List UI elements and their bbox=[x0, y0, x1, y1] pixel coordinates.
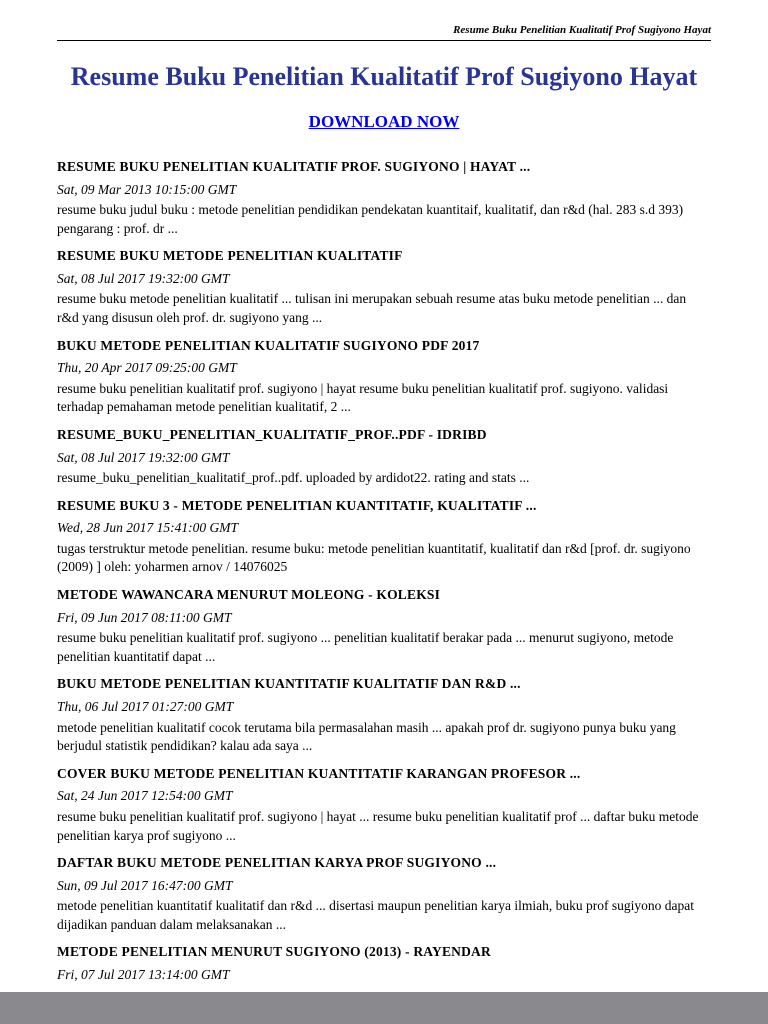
result-heading: METODE WAWANCARA MENURUT MOLEONG - KOLEKSI bbox=[57, 587, 441, 603]
result-heading: COVER BUKU METODE PENELITIAN KUANTITATIF KARANGAN PROFESOR ... bbox=[57, 765, 581, 781]
result-item bbox=[57, 854, 711, 934]
results-list bbox=[57, 158, 711, 984]
result-heading: BUKU METODE PENELITIAN KUALITATIF SUGIYONO PDF 2017 bbox=[57, 337, 480, 353]
result-date: Thu, 06 Jul 2017 01:27:00 GMT bbox=[57, 698, 234, 714]
result-snippet: resume buku penelitian kualitatif prof. sugiyono | hayat ... resume buku penelitian kualitatif prof ... daftar buku metode penelitian karya prof sugiyono ... bbox=[57, 808, 699, 843]
result-item bbox=[57, 247, 711, 327]
result-heading: RESUME BUKU PENELITIAN KUALITATIF PROF. SUGIYONO | HAYAT ... bbox=[57, 159, 531, 174]
result-date: Fri, 07 Jul 2017 13:14:00 GMT bbox=[57, 967, 230, 983]
result-heading: RESUME BUKU METODE PENELITIAN KUALITATIF bbox=[57, 248, 403, 264]
result-snippet: resume_buku_penelitian_kualitatif_prof..pdf. uploaded by ardidot22. rating and stats ... bbox=[57, 470, 530, 486]
result-item bbox=[57, 586, 711, 666]
result-snippet: resume buku metode penelitian kualitatif ... tulisan ini merupakan sebuah resume atas buku metode penelitian ... dan r&d yang disusun oleh prof. dr. sugiyono yang ... bbox=[57, 291, 687, 326]
result-heading: RESUME_BUKU_PENELITIAN_KUALITATIF_PROF..PDF - IDRIBD bbox=[57, 427, 487, 443]
result-item bbox=[57, 497, 711, 577]
result-item bbox=[57, 943, 711, 983]
result-date: Thu, 20 Apr 2017 09:25:00 GMT bbox=[57, 360, 237, 376]
result-snippet: resume buku penelitian kualitatif prof. sugiyono | hayat resume buku penelitian kualitatif prof. sugiyono. validasi terhadap pemahaman metode penelitian kualitatif, 2 ... bbox=[57, 380, 669, 415]
result-date: Sat, 08 Jul 2017 19:32:00 GMT bbox=[57, 449, 230, 465]
result-heading: METODE PENELITIAN MENURUT SUGIYONO (2013) - RAYENDAR bbox=[57, 944, 491, 960]
result-item bbox=[57, 158, 711, 238]
result-heading: RESUME BUKU 3 - METODE PENELITIAN KUANTITATIF, KUALITATIF ... bbox=[57, 497, 537, 513]
page-title: Resume Buku Penelitian Kualitatif Prof Sugiyono Hayat bbox=[70, 62, 698, 91]
result-date: Sat, 24 Jun 2017 12:54:00 GMT bbox=[57, 788, 233, 804]
result-snippet: resume buku penelitian kualitatif prof. sugiyono ... penelitian kualitatif berakar pada ... menurut sugiyono, metode penelitian kuantitatif dapat ... bbox=[57, 630, 674, 664]
download-now-link[interactable]: DOWNLOAD NOW bbox=[308, 112, 460, 131]
result-date: Wed, 28 Jun 2017 15:41:00 GMT bbox=[57, 520, 238, 536]
result-snippet: resume buku judul buku : metode penelitian pendidikan pendekatan kuantitaif, kualitatif, dan r&d (hal. 283 s.d 393) pengarang : prof. dr ... bbox=[57, 202, 684, 236]
result-item bbox=[57, 337, 711, 417]
result-snippet: tugas terstruktur metode penelitian. resume buku: metode penelitian kuantitatif, kualitatif dan r&d [prof. dr. sugiyono (2009) ] oleh: yoharmen arnov / 14076025 bbox=[57, 540, 691, 575]
result-item bbox=[57, 765, 711, 845]
result-date: Sat, 08 Jul 2017 19:32:00 GMT bbox=[57, 270, 230, 286]
result-heading: BUKU METODE PENELITIAN KUANTITATIF KUALITATIF DAN R&D ... bbox=[57, 676, 521, 692]
result-date: Sat, 09 Mar 2013 10:15:00 GMT bbox=[57, 181, 237, 197]
result-date: Fri, 09 Jun 2017 08:11:00 GMT bbox=[57, 609, 232, 625]
result-item bbox=[57, 675, 711, 755]
result-date: Sun, 09 Jul 2017 16:47:00 GMT bbox=[57, 877, 233, 893]
running-header: Resume Buku Penelitian Kualitatif Prof Sugiyono Hayat bbox=[57, 24, 711, 41]
result-heading: DAFTAR BUKU METODE PENELITIAN KARYA PROF SUGIYONO ... bbox=[57, 855, 497, 871]
result-item bbox=[57, 426, 711, 488]
result-snippet: metode penelitian kualitatif cocok terutama bila permasalahan masih ... apakah prof dr. sugiyono punya buku yang berjudul statistik pendidikan? kalau ada saya ... bbox=[57, 719, 676, 754]
result-snippet: metode penelitian kuantitatif kualitatif dan r&d ... disertasi maupun penelitian karya ilmiah, buku prof sugiyono dapat dijadikan panduan dalam melaksanakan ... bbox=[57, 898, 694, 932]
download-section bbox=[57, 112, 711, 132]
